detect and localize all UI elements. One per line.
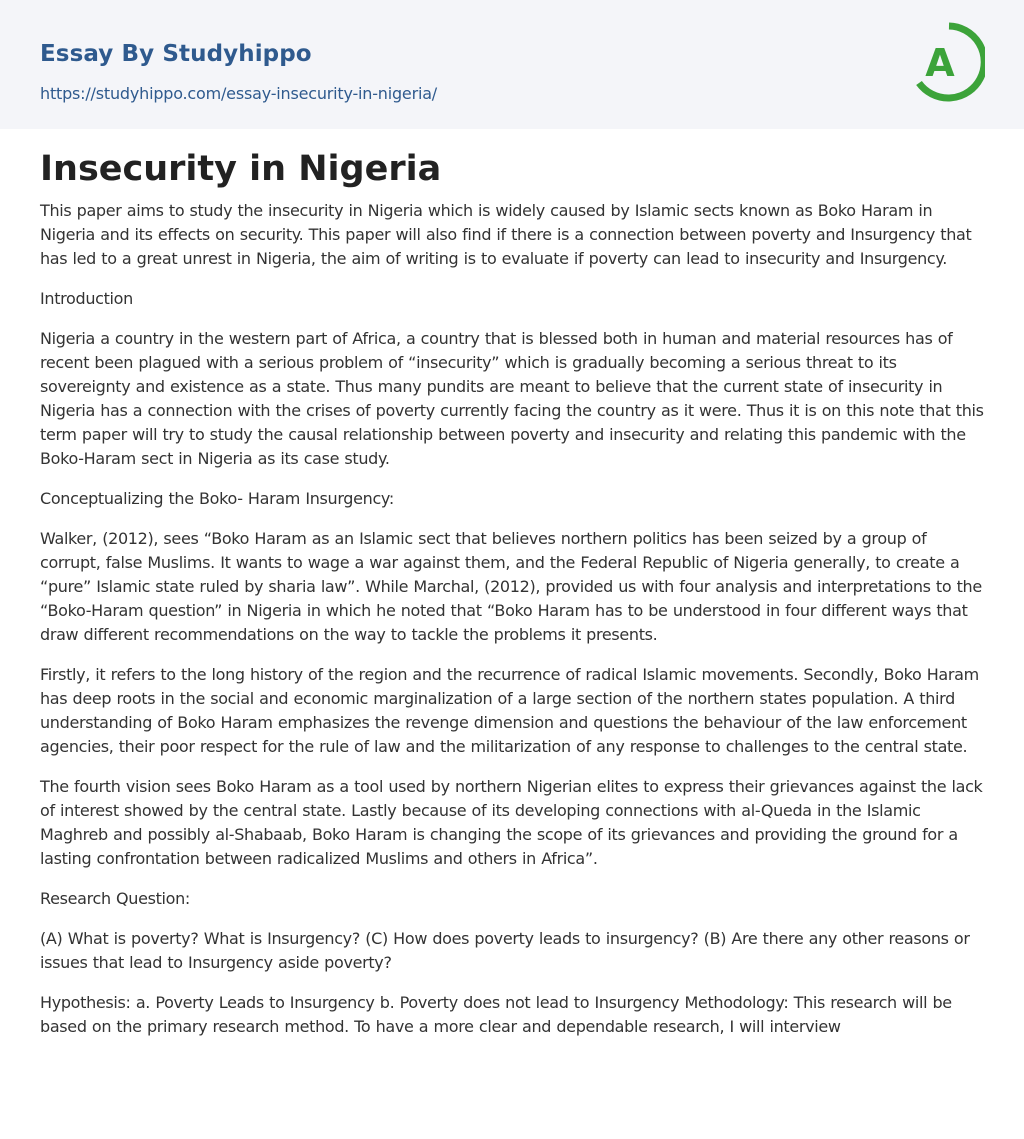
essay-paragraph-fourth-vision: The fourth vision sees Boko Haram as a tool used by northern Nigerian elites to express their grievances against the lack of interest showed by the central state. Lastly because of its developing connections with al-Queda in the Islamic Maghreb and possibly al-Shabaab, Boko Haram is changing the scope of its grievances and providing the ground for a lasting confrontation between radicalized Muslims and others in Africa”.: [40, 777, 983, 868]
essay-paragraph-questions: (A) What is poverty? What is Insurgency? (C) How does poverty leads to insurgency? (B) Are there any other reasons or issues that lead to Insurgency aside poverty?: [40, 929, 970, 972]
section-heading-introduction: Introduction: [40, 289, 133, 308]
brand-title: Essay By Studyhippo: [40, 41, 312, 67]
site-header: [0, 0, 1024, 129]
essay-content: [40, 148, 986, 1055]
essay-paragraph-abstract: This paper aims to study the insecurity in Nigeria which is widely caused by Islamic sects known as Boko Haram in Nigeria and its effects on security. This paper will also find if there is a connection between poverty and Insurgency that has led to a great unrest in Nigeria, the aim of writing is to evaluate if poverty can lead to insecurity and Insurgency.: [40, 201, 972, 268]
essay-paragraph-firstly: Firstly, it refers to the long history of the region and the recurrence of radical Islamic movements. Secondly, Boko Haram has deep roots in the social and economic marginalization of a large section of the northern states population. A third understanding of Boko Haram emphasizes the revenge dimension and questions the behaviour of the law enforcement agencies, their poor respect for the rule of law and the militarization of any response to challenges to the central state.: [40, 665, 979, 756]
section-heading-conceptualizing: Conceptualizing the Boko- Haram Insurgency:: [40, 489, 394, 508]
source-url-link[interactable]: https://studyhippo.com/essay-insecurity-in-nigeria/: [40, 84, 437, 103]
essay-title: Insecurity in Nigeria: [40, 149, 442, 189]
essay-paragraph-hypothesis: Hypothesis: a. Poverty Leads to Insurgency b. Poverty does not lead to Insurgency Methodology: This research will be based on the primary research method. To have a more clear and dependable research, I will interview: [40, 993, 952, 1036]
logo-letter: A: [925, 41, 955, 85]
section-heading-research-question: Research Question:: [40, 889, 190, 908]
essay-paragraph-walker: Walker, (2012), sees “Boko Haram as an Islamic sect that believes northern politics has been seized by a group of corrupt, false Muslims. It wants to wage a war against them, and the Federal Republic of Nigeria generally, to create a “pure” Islamic state ruled by sharia law”. While Marchal, (2012), provided us with four analysis and interpretations to the “Boko-Haram question” in Nigeria in which he noted that “Boko Haram has to be understood in four different ways that draw different recommendations on the way to tackle the problems it presents.: [40, 529, 982, 644]
essay-paragraph-introduction: Nigeria a country in the western part of Africa, a country that is blessed both in human and material resources has of recent been plagued with a serious problem of “insecurity” which is gradually becoming a serious threat to its sovereignty and existence as a state. Thus many pundits are meant to believe that the current state of insecurity in Nigeria has a connection with the crises of poverty currently facing the country as it were. Thus it is on this note that this term paper will try to study the causal relationship between poverty and insecurity and relating this pandemic with the Boko-Haram sect in Nigeria as its case study.: [40, 329, 984, 468]
studyhippo-logo-icon[interactable]: [913, 20, 985, 104]
